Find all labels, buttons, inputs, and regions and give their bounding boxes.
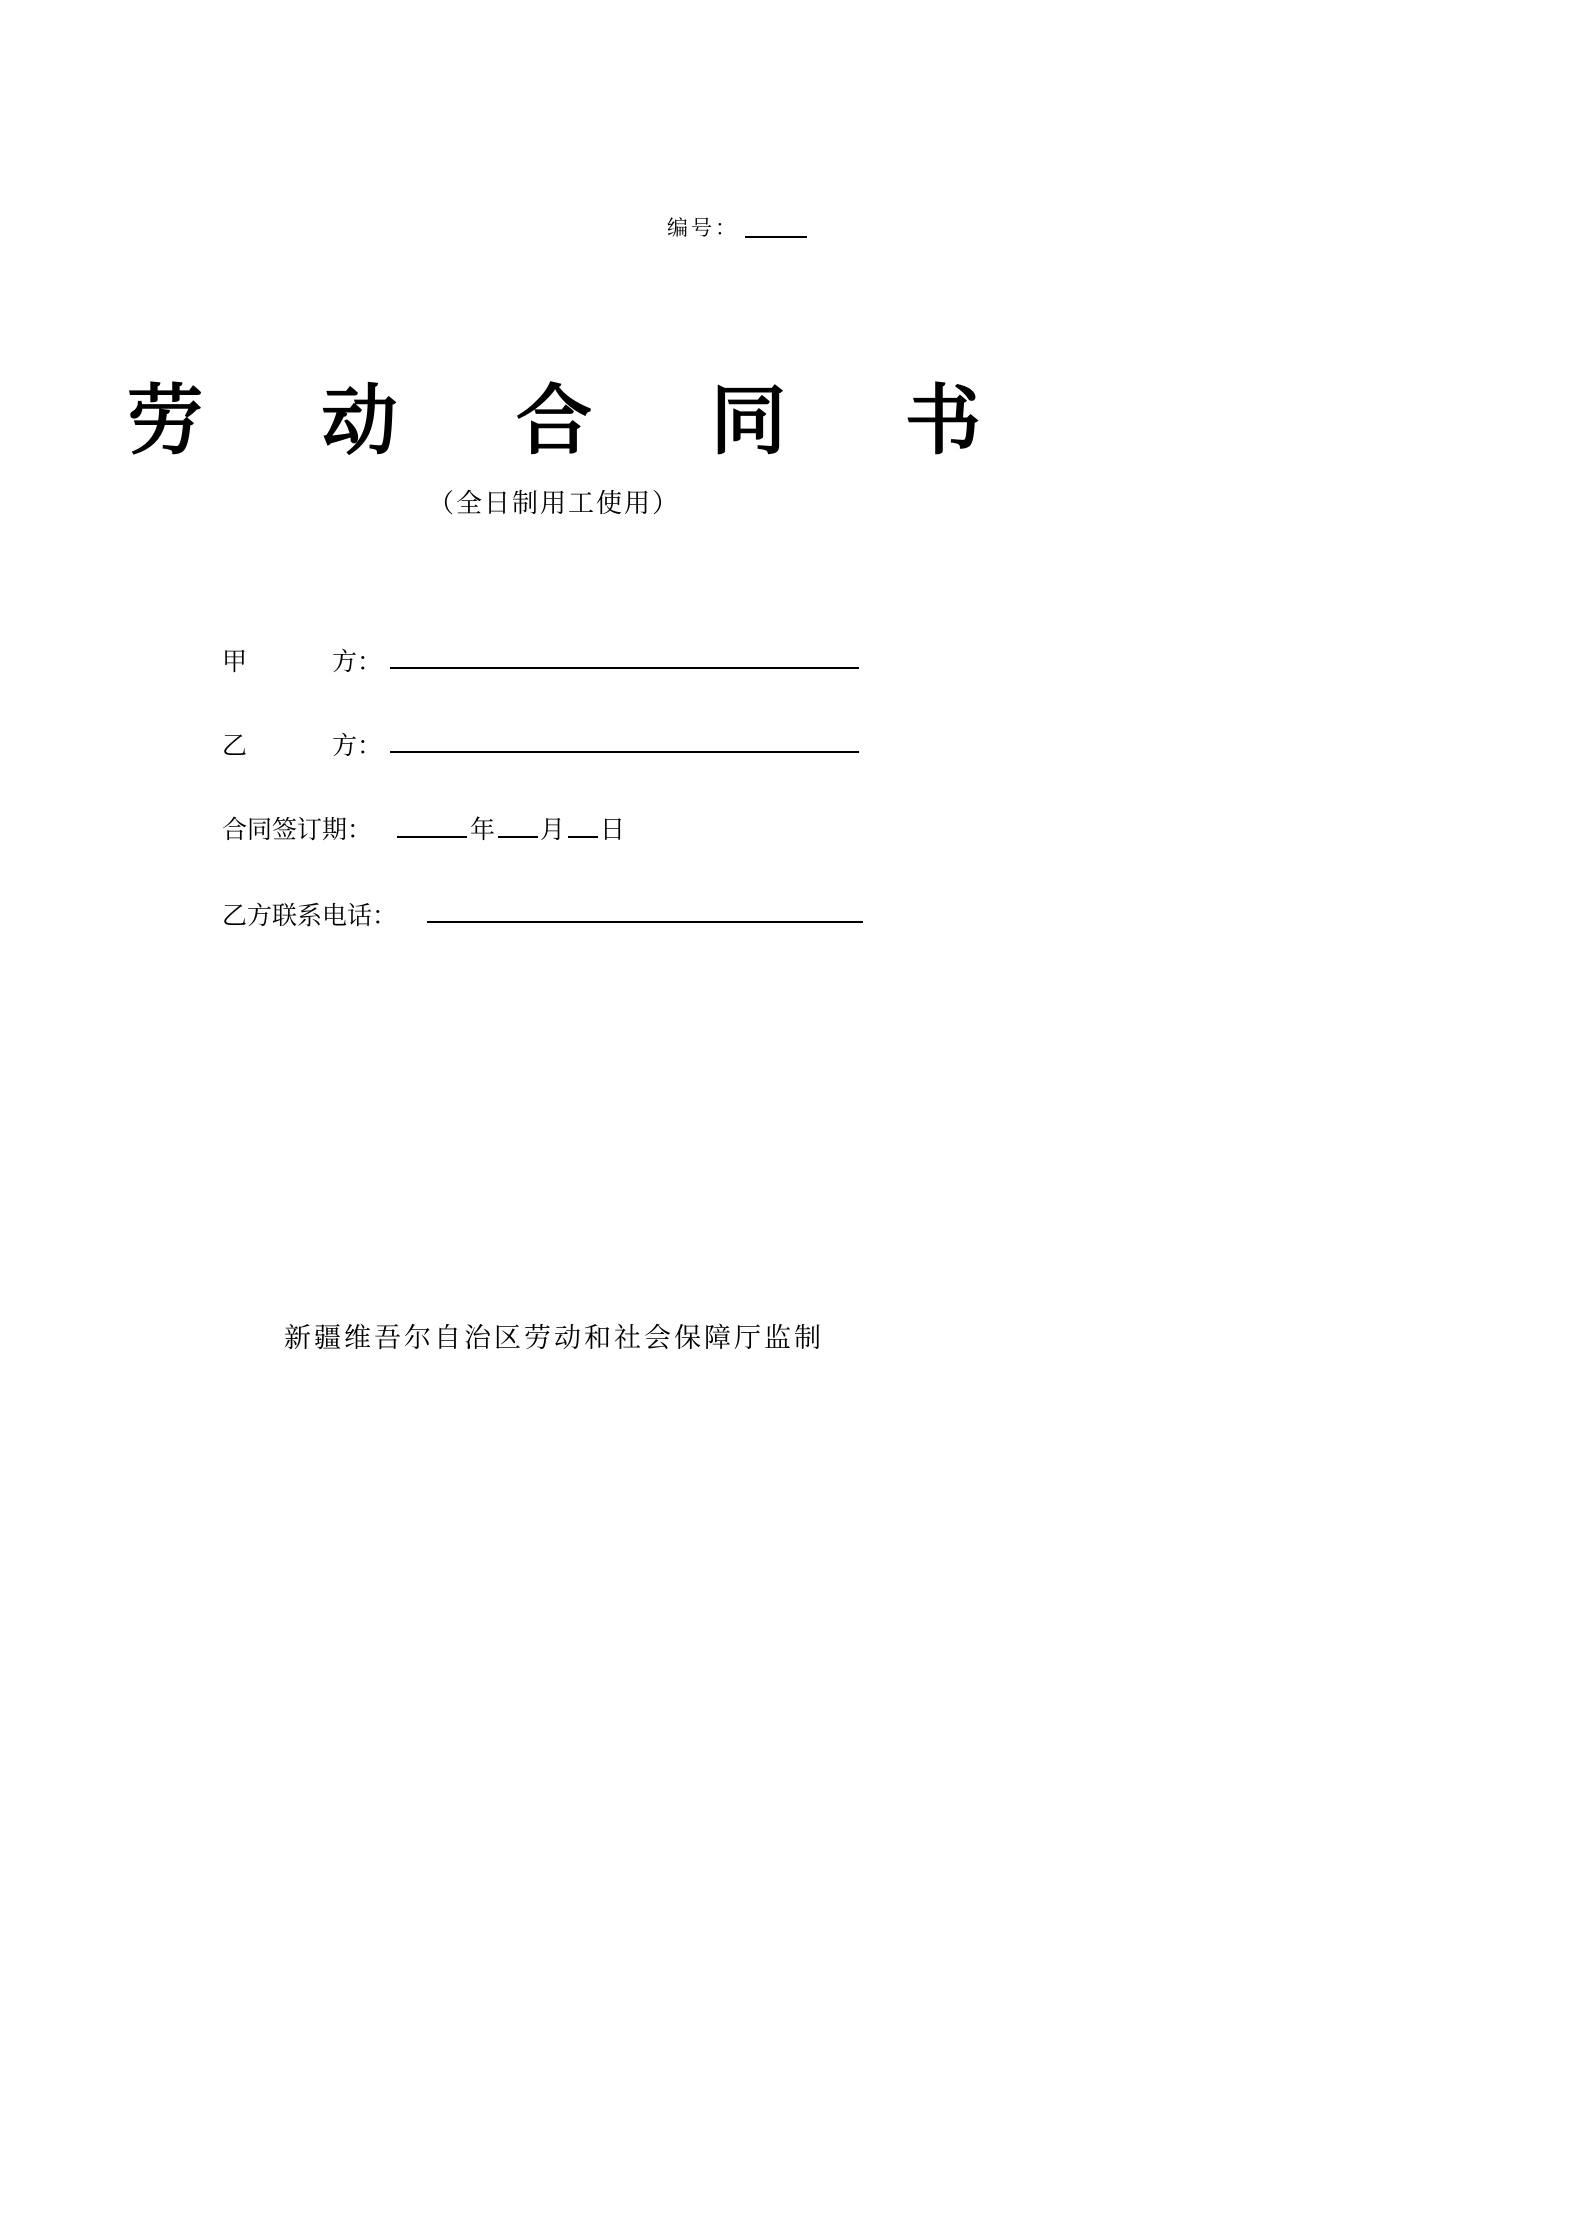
- party-a-blank[interactable]: [390, 667, 859, 669]
- party-b-blank[interactable]: [390, 751, 859, 753]
- party-b-label-char2: 方：: [332, 731, 383, 760]
- party-a-label-char2: 方：: [332, 647, 383, 676]
- day-label: 日: [600, 815, 626, 844]
- sign-date-label: 合同签订期：: [222, 815, 373, 844]
- sign-month-blank[interactable]: [498, 836, 538, 838]
- month-label: 月: [540, 815, 566, 844]
- party-b-label-char1: 乙: [222, 731, 248, 760]
- sign-day-blank[interactable]: [568, 836, 598, 838]
- document-title: 劳 动 合 同 书: [127, 376, 1027, 465]
- party-b-phone-label: 乙方联系电话：: [222, 901, 398, 930]
- contract-number-blank[interactable]: [745, 236, 807, 238]
- party-a-label-char1: 甲: [222, 647, 248, 676]
- document-subtitle: （全日制用工使用）: [427, 489, 680, 519]
- issuer-footer: 新疆维吾尔自治区劳动和社会保障厅监制: [284, 1323, 824, 1354]
- sign-year-blank[interactable]: [397, 836, 467, 838]
- party-b-phone-blank[interactable]: [427, 921, 863, 923]
- contract-number-label: 编号：: [667, 216, 739, 240]
- year-label: 年: [470, 815, 496, 844]
